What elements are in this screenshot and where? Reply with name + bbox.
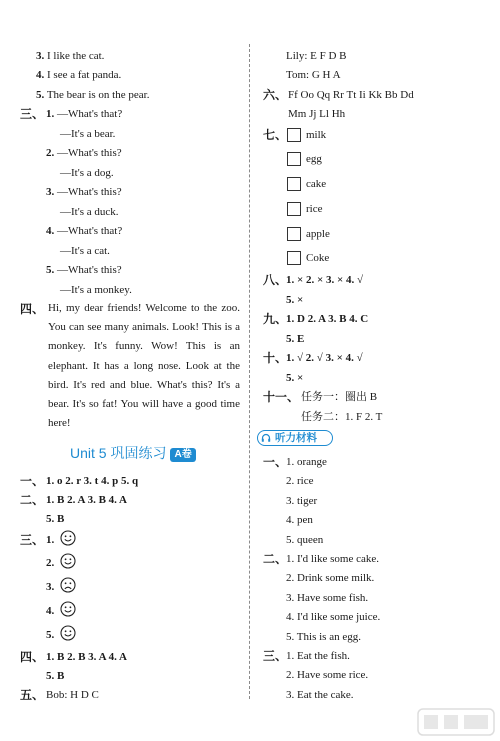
answer-line: 5. E xyxy=(286,333,305,345)
listening-line: 5. This is an egg. xyxy=(286,631,361,643)
section-label: 六、 xyxy=(263,88,288,102)
listening-line: 1. Eat the fish. xyxy=(286,650,350,662)
item-number: 5. xyxy=(36,89,45,101)
answer-line xyxy=(60,205,119,219)
answer-text: —It's a duck. xyxy=(60,206,119,218)
answer-line: 任务一：圈出 B xyxy=(301,391,378,403)
section-label: 四、 xyxy=(20,650,45,664)
answer-line xyxy=(46,224,122,238)
answer-line xyxy=(46,107,122,121)
answer-line xyxy=(60,244,110,258)
checkbox-label: cake xyxy=(306,178,327,190)
unit-title xyxy=(70,444,196,462)
answer-text: The bear is on the pear. xyxy=(46,89,150,101)
happy-face-icon xyxy=(60,625,76,641)
unit-badge: A卷 xyxy=(170,448,195,462)
answer-line: Tom: G H A xyxy=(286,69,341,81)
listening-line: 5. queen xyxy=(286,534,324,546)
answer-text: —It's a monkey. xyxy=(60,284,132,296)
section-label: 五、 xyxy=(20,688,45,702)
item-number: 2. xyxy=(46,147,55,159)
answer-line: Bob: H D C xyxy=(46,689,99,701)
item-number: 3. xyxy=(46,581,55,593)
answer-line: Lily: E F D B xyxy=(286,50,347,62)
checkbox-label: apple xyxy=(306,228,330,240)
item-number: 5. xyxy=(46,629,55,641)
section-label: 一、 xyxy=(20,474,45,488)
happy-face-icon xyxy=(60,601,76,617)
listening-line: 3. Have some fish. xyxy=(286,592,369,604)
listening-line: 3. Eat the cake. xyxy=(286,689,354,701)
checkbox[interactable] xyxy=(287,202,301,216)
section-label: 八、 xyxy=(263,273,288,287)
answer-line: 1. B 2. A 3. B 4. A xyxy=(46,494,127,506)
section-label: 九、 xyxy=(263,312,288,326)
checkbox[interactable] xyxy=(287,152,301,166)
answer-text: I like the cat. xyxy=(47,50,105,62)
item-number: 1. xyxy=(46,534,55,546)
sad-face-icon xyxy=(60,577,76,593)
listening-materials-badge xyxy=(257,430,333,446)
answer-line xyxy=(46,263,122,277)
answer-text: —What's this? xyxy=(57,147,122,159)
column-divider xyxy=(249,44,250,699)
answer-line: 5. × xyxy=(286,294,304,306)
answer-line: 1. D 2. A 3. B 4. C xyxy=(286,313,369,325)
answer-line xyxy=(60,127,115,141)
listening-line: 2. Have some rice. xyxy=(286,669,369,681)
answer-line xyxy=(36,88,149,102)
letter-pairs-line: Mm Jj Ll Hh xyxy=(288,108,346,120)
listening-line: 4. I'd like some juice. xyxy=(286,611,381,623)
answer-text: —What's this? xyxy=(57,264,122,276)
item-number: 3. xyxy=(36,50,45,62)
section-label: 二、 xyxy=(20,493,45,507)
item-number: 2. xyxy=(46,557,55,569)
headphones-icon xyxy=(261,433,271,443)
watermark-logo xyxy=(416,707,496,737)
item-number: 3. xyxy=(46,186,55,198)
listening-line: 2. Drink some milk. xyxy=(286,572,375,584)
listening-line: 2. rice xyxy=(286,475,314,487)
listening-line: 3. tiger xyxy=(286,495,318,507)
checkbox-label: Coke xyxy=(306,252,330,264)
section-label: 三、 xyxy=(263,649,288,663)
answer-line: 1. × 2. × 3. × 4. √ xyxy=(286,274,364,286)
answer-text: —It's a dog. xyxy=(60,167,114,179)
checkbox[interactable] xyxy=(287,128,301,142)
answer-text: —It's a cat. xyxy=(60,245,110,257)
answer-text: —What's this? xyxy=(57,186,122,198)
section-label: 四、 xyxy=(20,302,45,316)
section-label: 十一、 xyxy=(263,390,300,404)
answer-text: I see a fat panda. xyxy=(47,69,122,81)
checkbox-label: milk xyxy=(306,129,327,141)
letter-pairs-line: Ff Oo Qq Rr Tt Ii Kk Bb Dd xyxy=(288,89,414,101)
answer-line xyxy=(36,49,104,63)
unit-title-text: Unit 5 巩固练习 xyxy=(70,445,167,461)
item-number: 5. xyxy=(46,264,55,276)
answer-line: 1. o 2. r 3. t 4. p 5. q xyxy=(46,475,139,487)
checkbox[interactable] xyxy=(287,251,301,265)
answer-text: —It's a bear. xyxy=(60,128,116,140)
section-label: 三、 xyxy=(20,107,45,121)
answer-text: —What's that? xyxy=(57,108,123,120)
checkbox[interactable] xyxy=(287,177,301,191)
answer-line: 5. B xyxy=(46,513,65,525)
answer-line: 5. B xyxy=(46,670,65,682)
answer-line xyxy=(60,283,132,297)
listening-line: 1. orange xyxy=(286,456,327,468)
checkbox-label: egg xyxy=(306,153,322,165)
answer-line xyxy=(46,185,122,199)
listening-line: 4. pen xyxy=(286,514,313,526)
happy-face-icon xyxy=(60,553,76,569)
section-label: 三、 xyxy=(20,533,45,547)
section-label: 一、 xyxy=(263,455,288,469)
answer-text: —What's that? xyxy=(57,225,123,237)
happy-face-icon xyxy=(60,530,76,546)
listening-materials-label: 听力材料 xyxy=(275,432,317,444)
section-label: 十、 xyxy=(263,351,288,365)
answer-line xyxy=(46,146,122,160)
item-number: 1. xyxy=(46,108,55,120)
listening-line: 1. I'd like some cake. xyxy=(286,553,380,565)
section-label: 七、 xyxy=(263,128,288,142)
item-number: 4. xyxy=(46,605,55,617)
answer-line: 1. B 2. B 3. A 4. A xyxy=(46,651,127,663)
answer-line xyxy=(36,68,121,82)
item-number: 4. xyxy=(36,69,45,81)
answer-line: 1. √ 2. √ 3. × 4. √ xyxy=(286,352,363,364)
answer-line xyxy=(60,166,114,180)
answer-line: 5. × xyxy=(286,372,304,384)
checkbox[interactable] xyxy=(287,227,301,241)
checkbox-label: rice xyxy=(306,203,323,215)
item-number: 4. xyxy=(46,225,55,237)
section-label: 二、 xyxy=(263,552,288,566)
passage-paragraph: Hi, my dear friends! Welcome to the zoo. You can see many animals. Look! This is a monkey. It's funny. Wow! This is an elephant. It has a long nose. Look at the bird. It's red and blue. What's this? It's a bear. It's so fat! You will have a good time here! xyxy=(48,302,240,430)
answer-line: 任务二：1. F 2. T xyxy=(301,411,383,423)
